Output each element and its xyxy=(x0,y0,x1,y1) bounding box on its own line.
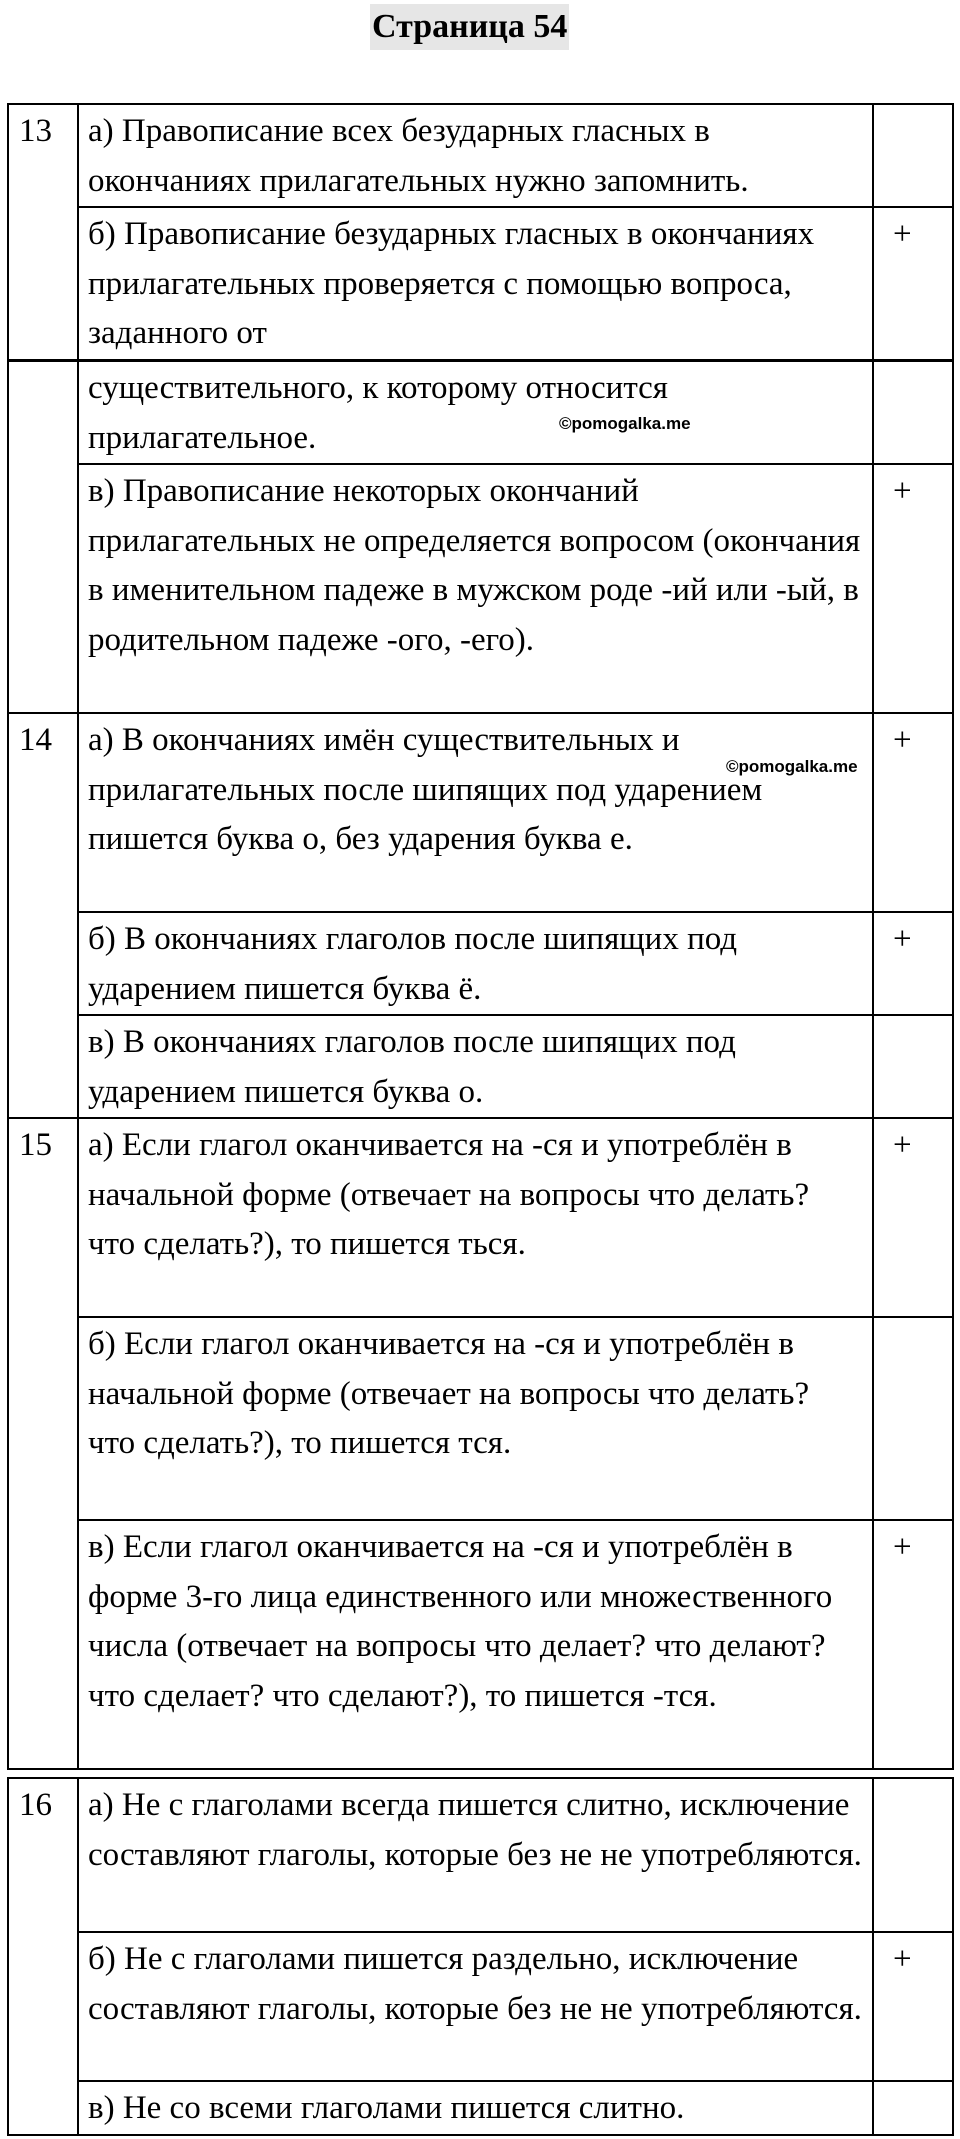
answer-mark xyxy=(873,1778,953,1932)
question-number xyxy=(8,361,78,713)
answer-option-text: в) Если глагол оканчивается на -ся и употреблён в форме 3-го лица единственного или множественного числа (отвечает на вопросы что делает? что делают? что сделает? что сделают?), то пишется -тся. xyxy=(78,1520,873,1769)
table-row xyxy=(8,2081,953,2135)
table-row xyxy=(8,464,953,713)
watermark: ©pomogalka.me xyxy=(726,757,858,776)
answer-option-text: а) Если глагол оканчивается на -ся и употреблён в начальной форме (отвечает на вопросы что делать? что сделать?), то пишется ться. xyxy=(78,1118,873,1317)
table-row xyxy=(8,361,953,464)
table-row xyxy=(8,1317,953,1520)
answer-option-text: б) Правописание безударных гласных в окончаниях прилагательных проверяется с помощью вопроса, заданного от xyxy=(78,207,873,360)
answer-option-text: б) Не с глаголами пишется раздельно, исключение составляют глаголы, которые без не не употребляются. xyxy=(78,1932,873,2081)
answer-mark: + xyxy=(873,1932,953,2081)
answer-mark xyxy=(873,2081,953,2135)
answer-mark xyxy=(873,361,953,464)
answer-table-1 xyxy=(7,103,954,361)
answer-mark xyxy=(873,1015,953,1118)
table-row xyxy=(8,207,953,360)
answer-mark: + xyxy=(873,1118,953,1317)
watermark: ©pomogalka.me xyxy=(559,414,691,433)
answer-option-text: б) В окончаниях глаголов после шипящих под ударением пишется буква ё. xyxy=(78,912,873,1015)
table-row xyxy=(8,912,953,1015)
answer-mark: + xyxy=(873,464,953,713)
answer-option-text: в) Правописание некоторых окончаний прилагательных не определяется вопросом (окончания в именительном падеже в мужском роде -ий или -ый, в родительном падеже -ого, -его). xyxy=(78,464,873,713)
table-row xyxy=(8,1118,953,1317)
answer-mark: + xyxy=(873,713,953,912)
answer-option-text: существительного, к которому относится прилагательное. xyxy=(78,361,873,464)
answer-table-2 xyxy=(7,360,954,1770)
answer-option-text: в) В окончаниях глаголов после шипящих под ударением пишется буква о. xyxy=(78,1015,873,1118)
answer-mark xyxy=(873,104,953,207)
answer-option-text: б) Если глагол оканчивается на -ся и употреблён в начальной форме (отвечает на вопросы что делать? что сделать?), то пишется тся. xyxy=(78,1317,873,1520)
table-row xyxy=(8,1778,953,1932)
table-row xyxy=(8,1520,953,1769)
table-row xyxy=(8,1015,953,1118)
answer-option-text: в) Не со всеми глаголами пишется слитно. xyxy=(78,2081,873,2135)
answer-option-text: а) В окончаниях имён существительных и прилагательных после шипящих под ударением пишется буква о, без ударения буква е. xyxy=(78,713,873,912)
question-number: 16 xyxy=(8,1778,78,2135)
answer-table-3 xyxy=(7,1777,954,2136)
table-row xyxy=(8,104,953,207)
answer-mark: + xyxy=(873,207,953,360)
answer-mark: + xyxy=(873,912,953,1015)
answer-option-text: а) Правописание всех безударных гласных в окончаниях прилагательных нужно запомнить. xyxy=(78,104,873,207)
answer-mark: + xyxy=(873,1520,953,1769)
question-number: 13 xyxy=(8,104,78,360)
answer-option-text: а) Не с глаголами всегда пишется слитно, исключение составляют глаголы, которые без не не употребляются. xyxy=(78,1778,873,1932)
page-title: Страница 54 xyxy=(370,4,569,50)
answer-mark xyxy=(873,1317,953,1520)
table-row xyxy=(8,713,953,912)
table-row xyxy=(8,1932,953,2081)
question-number: 15 xyxy=(8,1118,78,1769)
question-number: 14 xyxy=(8,713,78,1118)
